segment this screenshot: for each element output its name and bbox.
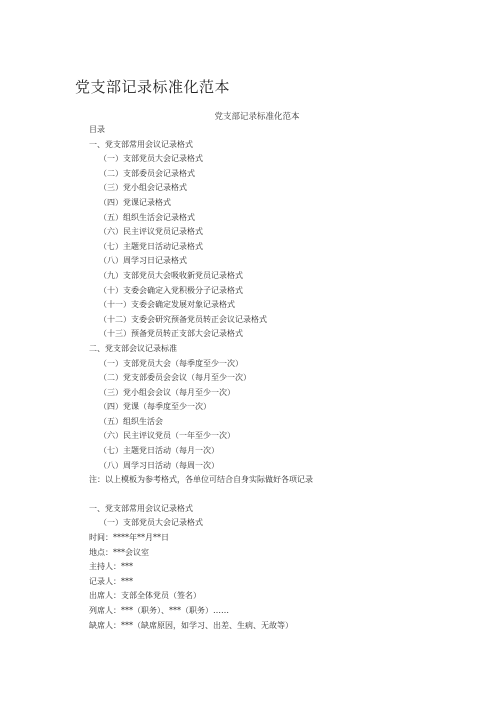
field-observers: 列席人：***（职务）、***（职务）…… xyxy=(89,606,229,615)
toc-item: （三）党小组会记录格式 xyxy=(99,183,187,193)
document-body xyxy=(89,123,469,633)
field-recorder: 记录人：*** xyxy=(89,576,133,586)
toc-item: （一）支部党员大会记录格式 xyxy=(99,154,203,164)
field-location: 地点：***会议室 xyxy=(89,547,149,557)
toc-section-2: 二、党支部会议记录标准 xyxy=(89,343,177,353)
toc-item: （八）周学习日记录格式 xyxy=(99,256,187,266)
document-subtitle: 党支部记录标准化范本 xyxy=(214,112,300,122)
toc-item: （十三）预备党员转正支部大会记录格式 xyxy=(99,329,243,339)
toc-section-1: 一、党支部常用会议记录格式 xyxy=(89,139,193,149)
section-heading: 一、党支部常用会议记录格式 xyxy=(89,503,193,513)
toc-item: （十一）支委会确定发展对象记录格式 xyxy=(99,300,235,310)
toc-item: （六）民主评议党员记录格式 xyxy=(99,227,203,237)
toc-note: 注：以上模板为参考格式，各单位可结合自身实际做好各项记录 xyxy=(89,475,313,485)
toc-item: （六）民主评议党员（一年至少一次） xyxy=(99,431,235,441)
toc-item: （七）主题党日活动记录格式 xyxy=(99,241,203,251)
toc-item: （二）支部委员会记录格式 xyxy=(99,168,195,178)
toc-item: （五）组织生活会记录格式 xyxy=(99,212,195,222)
toc-item: （一）支部党员大会（每季度至少一次） xyxy=(99,358,243,368)
toc-item: （十二）支委会研究预备党员转正会议记录格式 xyxy=(99,314,267,324)
toc-item: （四）党课（每季度至少一次） xyxy=(99,402,211,412)
toc-item: （十）支委会确定入党积极分子记录格式 xyxy=(99,285,243,295)
field-host: 主持人：*** xyxy=(89,562,133,572)
field-time: 时间：****年**月**日 xyxy=(89,533,169,543)
spacer xyxy=(89,488,469,502)
toc-item: （三）党小组会会议（每月至少一次） xyxy=(99,387,235,397)
field-attendees: 出席人：支部全体党员（签名） xyxy=(89,591,201,601)
toc-item: （五）组织生活会 xyxy=(99,416,163,426)
toc-heading: 目录 xyxy=(89,125,105,134)
toc-item: （九）支部党员大会吸收新党员记录格式 xyxy=(99,270,243,280)
toc-item: （八）周学习日活动（每周一次） xyxy=(99,460,219,470)
toc-item: （二）党支部委员会会议（每月至少一次） xyxy=(99,373,251,383)
document-title: 党支部记录标准化范本 xyxy=(75,78,231,96)
toc-item: （七）主题党日活动（每月一次） xyxy=(99,446,219,456)
toc-item: （四）党课记录格式 xyxy=(99,197,171,207)
section-subheading: （一）支部党员大会记录格式 xyxy=(99,518,203,528)
field-absentees: 缺席人：***（缺席原因，如学习、出差、生病、无故等） xyxy=(89,620,293,630)
